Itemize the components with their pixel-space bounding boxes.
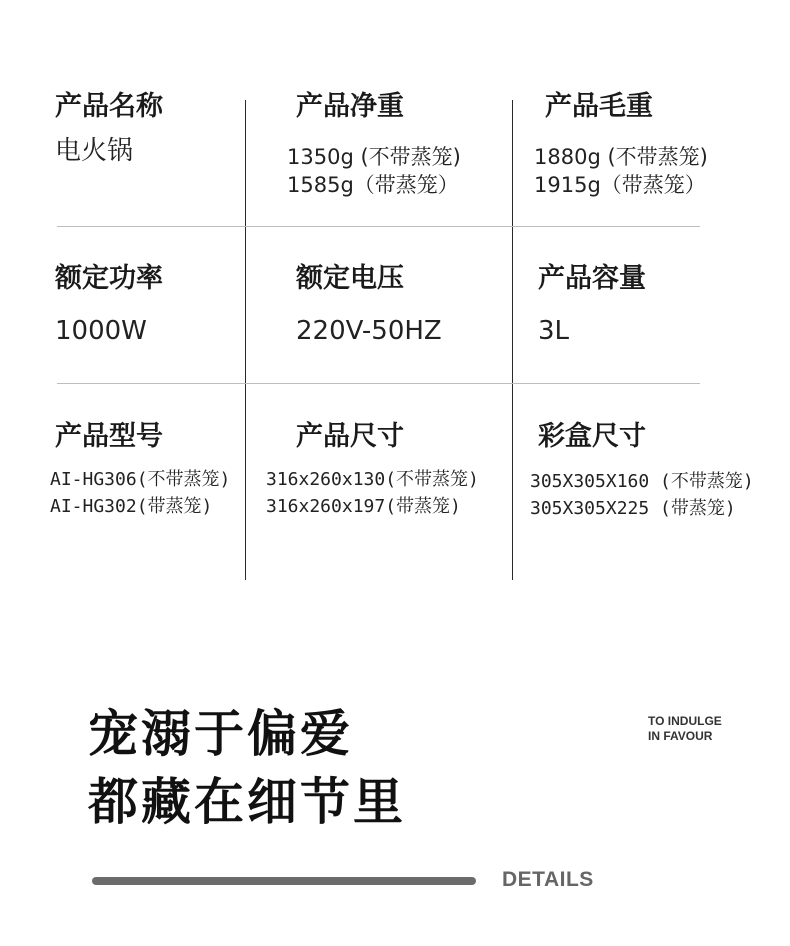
spec-value-line: 1350g (不带蒸笼): [287, 145, 461, 169]
spec-label: 额定功率: [55, 263, 163, 294]
spec-label: 产品型号: [55, 421, 163, 452]
spec-value-line: 1880g (不带蒸笼): [534, 145, 708, 169]
spec-model-values: [50, 466, 230, 520]
spec-label: 产品毛重: [545, 91, 653, 122]
spec-box-size-values: [530, 468, 754, 522]
spec-label: 额定电压: [296, 263, 404, 294]
row-divider-1: [57, 226, 700, 227]
spec-value: 电火锅: [55, 136, 134, 166]
details-label: DETAILS: [502, 868, 594, 891]
row-divider-2: [57, 383, 700, 384]
spec-label: 产品容量: [538, 263, 646, 294]
spec-value: 220V-50HZ: [296, 316, 442, 346]
spec-rated-power: [55, 262, 163, 348]
spec-product-size-values: [266, 466, 479, 520]
spec-value-line: 316x260x197(带蒸笼): [266, 496, 461, 517]
column-divider-2: [512, 100, 513, 580]
spec-net-weight-values: [287, 143, 461, 199]
spec-model: [55, 420, 163, 454]
slogan-headline: [88, 700, 406, 836]
spec-capacity: [538, 262, 646, 348]
slogan-line-1: 宠溺于偏爱: [88, 705, 353, 763]
slogan-english-line-1: TO INDULGE: [648, 714, 722, 728]
spec-value-line: 316x260x130(不带蒸笼): [266, 469, 479, 490]
spec-label: 产品名称: [55, 91, 163, 122]
spec-label: 产品净重: [296, 91, 404, 122]
spec-value: 3L: [538, 316, 570, 346]
slogan-english: [648, 714, 722, 744]
spec-box-size: [538, 420, 646, 454]
spec-gross-weight-values: [534, 143, 708, 199]
spec-value: 1000W: [55, 316, 147, 346]
spec-net-weight: [296, 90, 404, 124]
spec-value-line: 305X305X160 (不带蒸笼): [530, 471, 754, 492]
spec-label: 产品尺寸: [296, 421, 404, 452]
column-divider-1: [245, 100, 246, 580]
spec-value-line: AI-HG306(不带蒸笼): [50, 469, 231, 490]
spec-label: 彩盒尺寸: [538, 421, 646, 452]
spec-gross-weight: [545, 90, 653, 124]
slogan-line-2: 都藏在细节里: [88, 773, 406, 831]
spec-value-line: AI-HG302(带蒸笼): [50, 496, 213, 517]
slogan-english-line-2: IN FAVOUR: [648, 729, 713, 743]
spec-value-line: 1585g（带蒸笼）: [287, 173, 459, 197]
spec-product-name: [55, 90, 163, 168]
spec-value-line: 1915g（带蒸笼）: [534, 173, 706, 197]
spec-value-line: 305X305X225 (带蒸笼): [530, 498, 736, 519]
spec-product-size: [296, 420, 404, 454]
details-bar: [92, 877, 476, 885]
spec-rated-voltage: [296, 262, 442, 348]
